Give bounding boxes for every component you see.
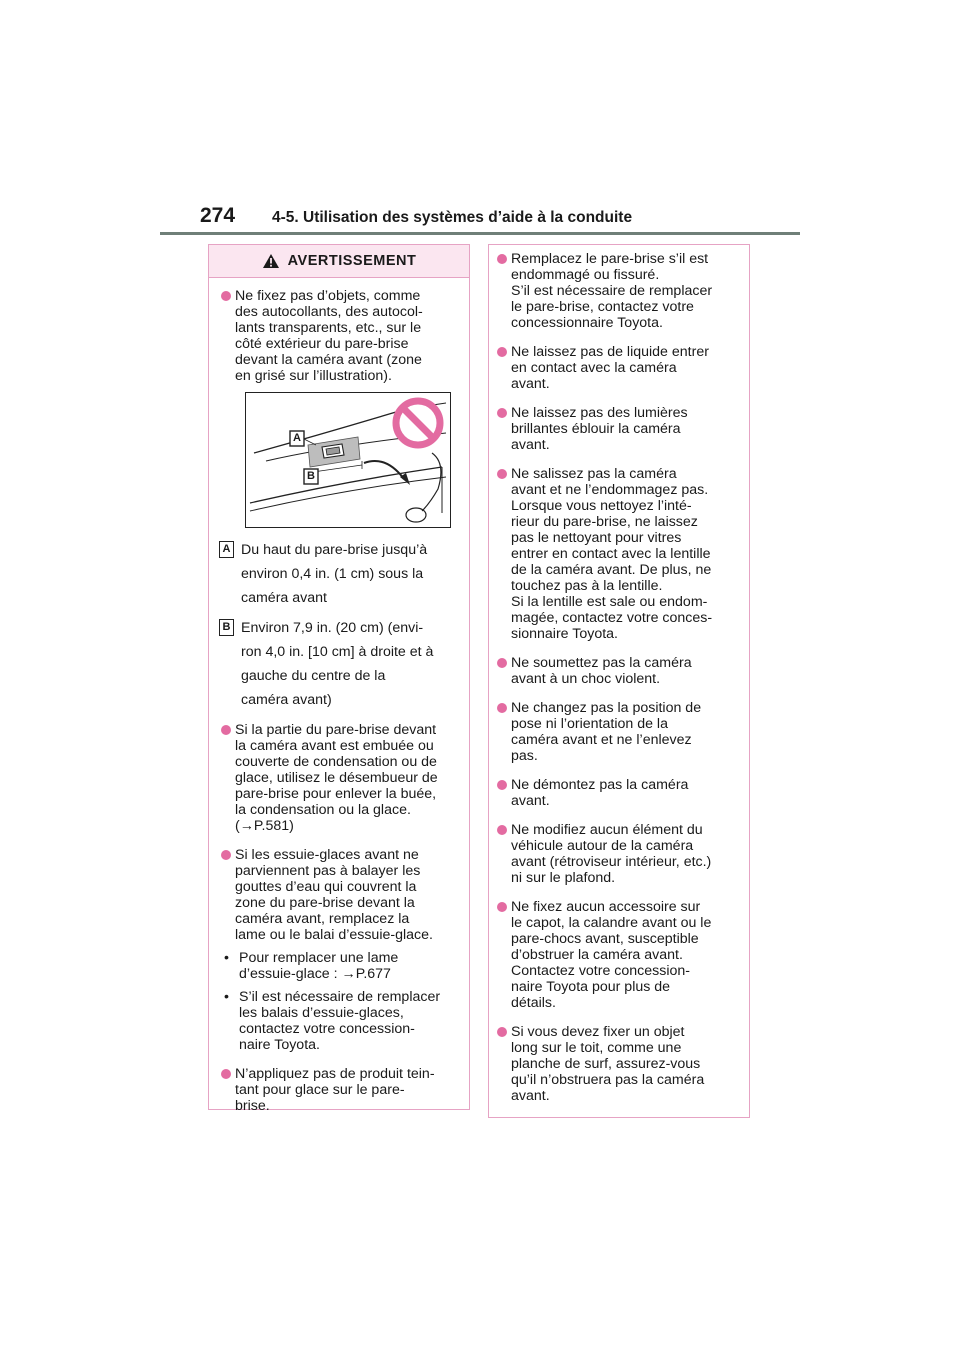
warning-title: AVERTISSEMENT <box>287 253 417 269</box>
page-header <box>160 200 800 240</box>
sub-text: S’il est nécessaire de remplacer les balais d’essuie-glaces, contactez votre concession- naire Toyota. <box>239 989 441 1053</box>
bullet-text: Ne changez pas la position de pose ni l’orientation de la caméra avant et ne l’enlevez pas. <box>511 700 702 764</box>
bullet-dot-icon <box>497 469 507 479</box>
figure-label-a: A <box>293 432 301 444</box>
bullet-text: Si vous devez fixer un objet long sur le toit, comme une planche de surf, assurez-vous qu’il n’obstruera pas la caméra avant. <box>511 1024 705 1104</box>
bullet-text: Si les essuie-glaces avant ne parviennent pas à balayer les gouttes d’eau qui couvrent la zone du pare-brise devant la caméra avant, remplacez la lame ou le balai d’essuie-glace. <box>235 847 433 943</box>
list-item <box>495 700 741 764</box>
bullet-text: Ne laissez pas des lumières brillantes éblouir la caméra avant. <box>511 405 688 453</box>
label-text: Environ 7,9 in. (20 cm) (envi- ron 4,0 in. [10 cm] à droite et à gauche du centre de la caméra avant) <box>241 620 434 708</box>
list-item <box>495 405 741 453</box>
label-tag: A <box>219 541 234 558</box>
warning-triangle-icon <box>262 253 280 269</box>
windshield-illustration <box>245 392 451 528</box>
sub-text: Pour remplacer une lame d’essuie-glace : →P.677 <box>239 950 399 982</box>
figure-label-b: B <box>307 470 315 482</box>
bullet-dot-icon <box>497 703 507 713</box>
bullet-dot-icon <box>497 825 507 835</box>
label-text: Du haut du pare-brise jusqu’à environ 0,4 in. (1 cm) sous la caméra avant <box>241 542 428 606</box>
bullet-text: Remplacez le pare-brise s’il est endommagé ou fissuré. S’il est nécessaire de remplacer le pare-brise, contactez votre concessionnaire Toyota. <box>511 251 713 331</box>
bullet-dot-icon <box>497 780 507 790</box>
bullet-text: Ne démontez pas la caméra avant. <box>511 777 689 809</box>
warning-box-left <box>208 244 470 1114</box>
bullet-text: Ne soumettez pas la caméra avant à un choc violent. <box>511 655 692 687</box>
bullet-dot-icon <box>497 658 507 668</box>
list-item <box>495 899 741 1011</box>
windshield-drawing <box>246 393 451 528</box>
sub-bullet: • <box>224 989 229 1005</box>
list-item <box>495 251 741 331</box>
page-number: 274 <box>200 204 236 227</box>
label-item-b <box>219 616 459 712</box>
bullet-dot-icon <box>221 291 231 301</box>
list-item <box>219 1066 459 1114</box>
list-item <box>219 722 459 834</box>
list-item <box>495 344 741 392</box>
bullet-dot-icon <box>221 725 231 735</box>
bullet-text: Si la partie du pare-brise devant la caméra avant est embuée ou couverte de condensation ou de glace, utilisez le désembueur de pare-brise pour enlever la buée, la condensation ou la glace. (→P.581) <box>235 722 438 834</box>
bullet-text: N’appliquez pas de produit tein- tant pour glace sur le pare- brise. <box>235 1066 435 1114</box>
list-item <box>495 777 741 809</box>
label-tag: B <box>219 619 234 636</box>
warning-box-right <box>488 244 750 1118</box>
bullet-dot-icon <box>497 408 507 418</box>
sub-bullet: • <box>224 950 229 966</box>
list-item <box>495 1024 741 1104</box>
bullet-text: Ne modifiez aucun élément du véhicule autour de la caméra avant (rétroviseur intérieur, etc.) ni sur le plafond. <box>511 822 712 886</box>
sub-list-item <box>219 950 459 982</box>
chapter-title: 4-5. Utilisation des systèmes d’aide à la conduite <box>272 209 633 226</box>
bullet-text: Ne fixez aucun accessoire sur le capot, la calandre avant ou le pare-chocs avant, susceptible d’obstruer la caméra avant. Contactez votre concession- naire Toyota pour plus de détails. <box>511 899 712 1011</box>
list-item <box>219 288 459 384</box>
list-item <box>495 655 741 687</box>
label-item-a <box>219 538 459 610</box>
list-item <box>495 466 741 642</box>
bullet-text: Ne laissez pas de liquide entrer en contact avec la caméra avant. <box>511 344 709 392</box>
bullet-dot-icon <box>497 902 507 912</box>
bullet-dot-icon <box>497 1027 507 1037</box>
list-item <box>219 847 459 943</box>
bullet-dot-icon <box>221 1069 231 1079</box>
warning-header <box>209 245 469 278</box>
sub-list-item <box>219 989 459 1053</box>
bullet-text: Ne salissez pas la caméra avant et ne l’endommagez pas. Lorsque vous nettoyez l’inté- rieur du pare-brise, ne laissez pas le nettoyant pour vitres entrer en contact avec la lentille de la caméra avant. De plus, ne touchez pas à la lentille. Si la lentille est sale ou endom- magée, contactez votre conces- sionnaire Toyota. <box>511 466 713 642</box>
bullet-dot-icon <box>221 850 231 860</box>
bullet-dot-icon <box>497 254 507 264</box>
list-item <box>495 822 741 886</box>
header-rule <box>160 232 800 235</box>
bullet-dot-icon <box>497 347 507 357</box>
bullet-text: Ne fixez pas d’objets, comme des autocollants, des autocol- lants transparents, etc., sur le côté extérieur du pare-brise devant la caméra avant (zone en grisé sur l’illustration). <box>235 288 423 384</box>
